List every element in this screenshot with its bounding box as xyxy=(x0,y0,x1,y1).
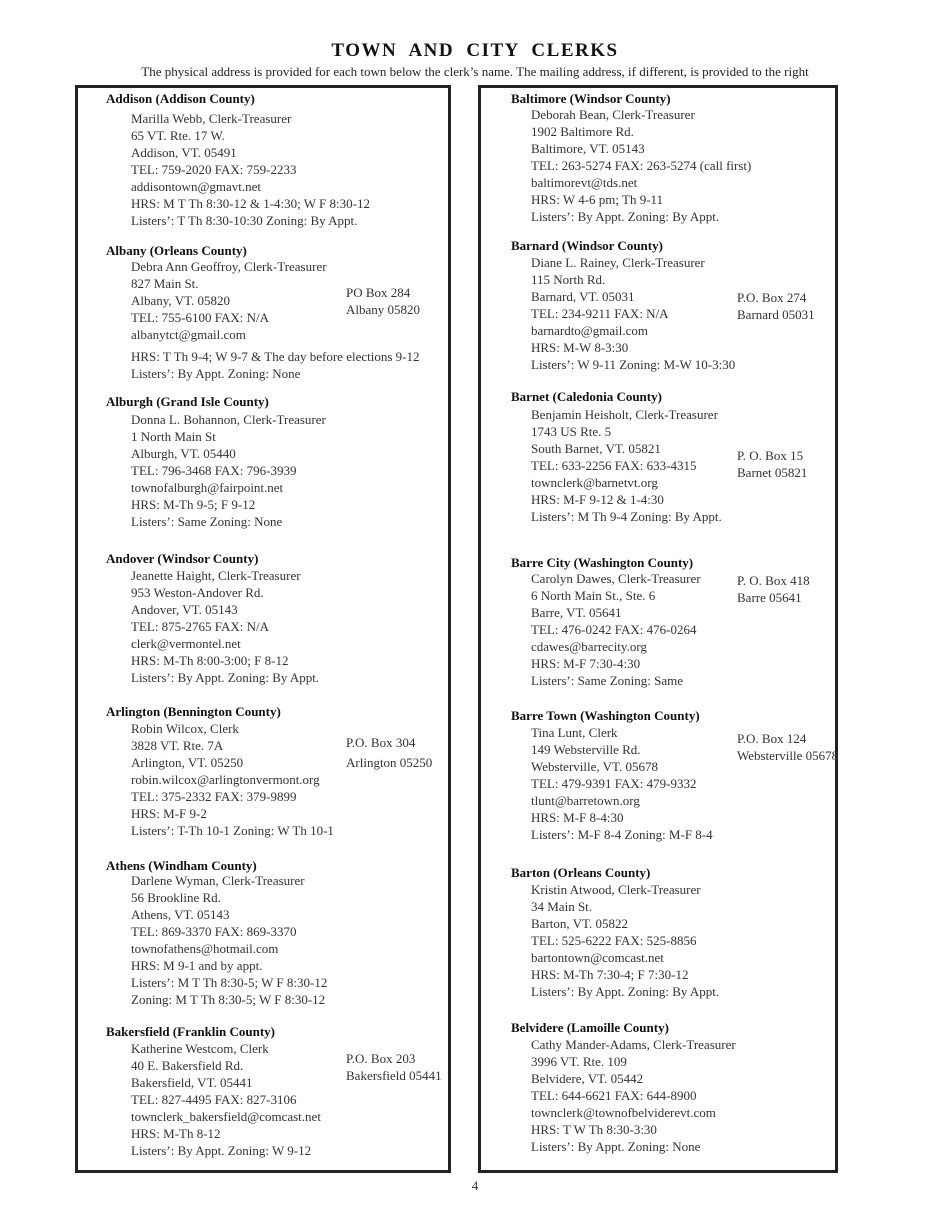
clerk-info-line: HRS: M-Th 7:30-4; F 7:30-12 xyxy=(531,967,689,982)
town-heading: Barre City (Washington County) xyxy=(511,555,694,570)
clerk-info-line: HRS: T Th 9-4; W 9-7 & The day before elections 9-12 xyxy=(131,349,420,364)
town-heading: Arlington (Bennington County) xyxy=(106,704,281,719)
page-title: TOWN AND CITY CLERKS xyxy=(331,40,619,61)
clerk-info-line: HRS: M-F 9-12 & 1-4:30 xyxy=(531,492,664,507)
clerk-info-line: Deborah Bean, Clerk-Treasurer xyxy=(531,107,695,122)
clerk-info-line: Debra Ann Geoffroy, Clerk-Treasurer xyxy=(131,259,327,274)
clerk-info-line: Zoning: M T Th 8:30-5; W F 8:30-12 xyxy=(131,992,326,1007)
clerk-info-line: Listers’: By Appt. Zoning: By Appt. xyxy=(531,984,720,999)
clerk-info-line: Kristin Atwood, Clerk-Treasurer xyxy=(531,882,701,897)
email-link[interactable]: cdawes@barrecity.org xyxy=(531,639,647,654)
clerk-info-line: TEL: 476-0242 FAX: 476-0264 xyxy=(531,622,697,637)
town-heading: Barnard (Windsor County) xyxy=(511,238,663,253)
page-subtitle: The physical address is provided for each town below the clerk’s name. The mailing address, if different, is provided to the right xyxy=(141,64,809,79)
clerk-info-line: Listers’: By Appt. Zoning: None xyxy=(531,1139,701,1154)
clerk-info-line: Listers’: M Th 9-4 Zoning: By Appt. xyxy=(531,509,722,524)
mailing-address: Barre 05641 xyxy=(737,590,802,605)
town-heading: Belvidere (Lamoille County) xyxy=(511,1020,669,1035)
clerk-info-line: Donna L. Bohannon, Clerk-Treasurer xyxy=(131,412,326,427)
town-heading: Baltimore (Windsor County) xyxy=(511,91,671,106)
mailing-address: P. O. Box 15 xyxy=(737,448,804,463)
mailing-address: P. O. Box 418 xyxy=(737,573,810,588)
mailing-address: Barnard 05031 xyxy=(737,307,815,322)
clerk-info-line: Carolyn Dawes, Clerk-Treasurer xyxy=(531,571,701,586)
email-link[interactable]: barnardto@gmail.com xyxy=(531,323,649,338)
clerk-info-line: 1 North Main St xyxy=(131,429,216,444)
town-heading: Alburgh (Grand Isle County) xyxy=(106,394,269,409)
clerk-info-line: Listers’: T Th 8:30-10:30 Zoning: By Appt. xyxy=(131,213,358,228)
clerk-info-line: Listers’: T-Th 10-1 Zoning: W Th 10-1 xyxy=(131,823,334,838)
clerk-info-line: Listers’: W 9-11 Zoning: M-W 10-3:30 xyxy=(531,357,736,372)
clerk-info-line: 56 Brookline Rd. xyxy=(131,890,221,905)
email-link[interactable]: townclerk@barnetvt.org xyxy=(531,475,658,490)
town-heading: Albany (Orleans County) xyxy=(106,243,247,258)
town-heading: Barre Town (Washington County) xyxy=(511,708,700,723)
clerk-info-line: Barton, VT. 05822 xyxy=(531,916,629,931)
clerk-info-line: TEL: 633-2256 FAX: 633-4315 xyxy=(531,458,697,473)
clerk-info-line: Listers’: By Appt. Zoning: By Appt. xyxy=(531,209,720,224)
clerk-info-line: 3996 VT. Rte. 109 xyxy=(531,1054,627,1069)
clerk-info-line: Athens, VT. 05143 xyxy=(131,907,230,922)
clerk-info-line: Listers’: By Appt. Zoning: By Appt. xyxy=(131,670,320,685)
clerk-info-line: 34 Main St. xyxy=(531,899,593,914)
clerk-info-line: 115 North Rd. xyxy=(531,272,606,287)
email-link[interactable]: townofathens@hotmail.com xyxy=(131,941,279,956)
clerk-info-line: Listers’: By Appt. Zoning: None xyxy=(131,366,301,381)
email-link[interactable]: robin.wilcox@arlingtonvermont.org xyxy=(131,772,320,787)
clerk-info-line: Listers’: M-F 8-4 Zoning: M-F 8-4 xyxy=(531,827,713,842)
clerk-info-line: Baltimore, VT. 05143 xyxy=(531,141,645,156)
mailing-address: P.O. Box 203 xyxy=(346,1051,416,1066)
clerk-info-line: Listers’: M T Th 8:30-5; W F 8:30-12 xyxy=(131,975,328,990)
clerk-info-line: HRS: M-F 8-4:30 xyxy=(531,810,624,825)
clerk-info-line: HRS: T W Th 8:30-3:30 xyxy=(531,1122,657,1137)
clerk-info-line: TEL: 827-4495 FAX: 827-3106 xyxy=(131,1092,297,1107)
mailing-address: PO Box 284 xyxy=(346,285,411,300)
clerk-info-line: Katherine Westcom, Clerk xyxy=(131,1041,269,1056)
clerk-info-line: Barnard, VT. 05031 xyxy=(531,289,635,304)
clerk-info-line: Jeanette Haight, Clerk-Treasurer xyxy=(131,568,301,583)
town-heading: Athens (Windham County) xyxy=(106,858,257,873)
clerk-info-line: Bakersfield, VT. 05441 xyxy=(131,1075,253,1090)
clerk-info-line: TEL: 759-2020 FAX: 759-2233 xyxy=(131,162,297,177)
clerk-info-line: Websterville, VT. 05678 xyxy=(531,759,659,774)
clerk-info-line: Listers’: Same Zoning: None xyxy=(131,514,283,529)
clerk-info-line: Robin Wilcox, Clerk xyxy=(131,721,239,736)
clerk-info-line: 3828 VT. Rte. 7A xyxy=(131,738,224,753)
town-heading: Barton (Orleans County) xyxy=(511,865,651,880)
mailing-address: Arlington 05250 xyxy=(346,755,433,770)
clerk-info-line: Listers’: Same Zoning: Same xyxy=(531,673,684,688)
clerk-info-line: Addison, VT. 05491 xyxy=(131,145,237,160)
town-heading: Addison (Addison County) xyxy=(106,91,255,106)
town-heading: Andover (Windsor County) xyxy=(106,551,259,566)
email-link[interactable]: albanytct@gmail.com xyxy=(131,327,246,342)
clerk-info-line: HRS: M-F 9-2 xyxy=(131,806,207,821)
clerk-info-line: Albany, VT. 05820 xyxy=(131,293,231,308)
clerk-info-line: 6 North Main St., Ste. 6 xyxy=(531,588,656,603)
page-number: 4 xyxy=(471,1178,479,1193)
clerk-info-line: Barre, VT. 05641 xyxy=(531,605,622,620)
clerk-info-line: HRS: M-F 7:30-4:30 xyxy=(531,656,641,671)
mailing-address: Websterville 05678 xyxy=(737,748,839,763)
mailing-address: Bakersfield 05441 xyxy=(346,1068,442,1083)
clerk-info-line: TEL: 375-2332 FAX: 379-9899 xyxy=(131,789,297,804)
email-link[interactable]: townclerk_bakersfield@comcast.net xyxy=(131,1109,321,1124)
mailing-address: P.O. Box 274 xyxy=(737,290,807,305)
left-column xyxy=(75,85,451,1173)
clerk-info-line: 65 VT. Rte. 17 W. xyxy=(131,128,225,143)
clerk-info-line: TEL: 479-9391 FAX: 479-9332 xyxy=(531,776,697,791)
clerk-info-line: HRS: M T Th 8:30-12 & 1-4:30; W F 8:30-12 xyxy=(131,196,370,211)
clerk-info-line: TEL: 875-2765 FAX: N/A xyxy=(131,619,270,634)
clerk-info-line: HRS: M-Th 9-5; F 9-12 xyxy=(131,497,256,512)
mailing-address: P.O. Box 304 xyxy=(346,735,416,750)
mailing-address: Barnet 05821 xyxy=(737,465,808,480)
clerk-info-line: TEL: 644-6621 FAX: 644-8900 xyxy=(531,1088,697,1103)
clerk-info-line: Diane L. Rainey, Clerk-Treasurer xyxy=(531,255,705,270)
clerk-info-line: HRS: M-Th 8:00-3:00; F 8-12 xyxy=(131,653,289,668)
clerk-info-line: Andover, VT. 05143 xyxy=(131,602,238,617)
clerk-info-line: TEL: 263-5274 FAX: 263-5274 (call first) xyxy=(531,158,752,173)
clerk-info-line: Belvidere, VT. 05442 xyxy=(531,1071,644,1086)
email-link[interactable]: townclerk@townofbelviderevt.com xyxy=(531,1105,716,1120)
clerk-info-line: 953 Weston-Andover Rd. xyxy=(131,585,264,600)
clerk-info-line: 40 E. Bakersfield Rd. xyxy=(131,1058,244,1073)
email-link[interactable]: tlunt@barretown.org xyxy=(531,793,640,808)
clerk-info-line: TEL: 755-6100 FAX: N/A xyxy=(131,310,270,325)
clerk-info-line: Tina Lunt, Clerk xyxy=(531,725,618,740)
right-column xyxy=(478,85,838,1173)
clerk-info-line: 827 Main St. xyxy=(131,276,199,291)
clerk-info-line: HRS: W 4-6 pm; Th 9-11 xyxy=(531,192,664,207)
town-heading: Bakersfield (Franklin County) xyxy=(106,1024,276,1039)
clerk-info-line: Marilla Webb, Clerk-Treasurer xyxy=(131,111,292,126)
clerk-info-line: South Barnet, VT. 05821 xyxy=(531,441,661,456)
clerk-info-line: Listers’: By Appt. Zoning: W 9-12 xyxy=(131,1143,312,1158)
clerk-info-line: 1902 Baltimore Rd. xyxy=(531,124,634,139)
clerk-info-line: HRS: M-Th 8-12 xyxy=(131,1126,221,1141)
clerk-info-line: Cathy Mander-Adams, Clerk-Treasurer xyxy=(531,1037,736,1052)
town-heading: Barnet (Caledonia County) xyxy=(511,389,662,404)
clerk-info-line: HRS: M 9-1 and by appt. xyxy=(131,958,263,973)
email-link[interactable]: clerk@vermontel.net xyxy=(131,636,241,651)
email-link[interactable]: addisontown@gmavt.net xyxy=(131,179,262,194)
clerk-info-line: TEL: 525-6222 FAX: 525-8856 xyxy=(531,933,697,948)
clerk-info-line: 149 Websterville Rd. xyxy=(531,742,641,757)
clerk-info-line: Arlington, VT. 05250 xyxy=(131,755,244,770)
clerk-info-line: Darlene Wyman, Clerk-Treasurer xyxy=(131,873,305,888)
clerk-info-line: 1743 US Rte. 5 xyxy=(531,424,612,439)
clerk-info-line: TEL: 234-9211 FAX: N/A xyxy=(531,306,669,321)
clerk-info-line: Alburgh, VT. 05440 xyxy=(131,446,236,461)
email-link[interactable]: bartontown@comcast.net xyxy=(531,950,664,965)
clerk-info-line: Benjamin Heisholt, Clerk-Treasurer xyxy=(531,407,718,422)
mailing-address: Albany 05820 xyxy=(346,302,421,317)
clerk-info-line: TEL: 796-3468 FAX: 796-3939 xyxy=(131,463,297,478)
email-link[interactable]: townofalburgh@fairpoint.net xyxy=(131,480,284,495)
clerk-info-line: TEL: 869-3370 FAX: 869-3370 xyxy=(131,924,297,939)
email-link[interactable]: baltimorevt@tds.net xyxy=(531,175,638,190)
clerk-info-line: HRS: M-W 8-3:30 xyxy=(531,340,629,355)
mailing-address: P.O. Box 124 xyxy=(737,731,807,746)
